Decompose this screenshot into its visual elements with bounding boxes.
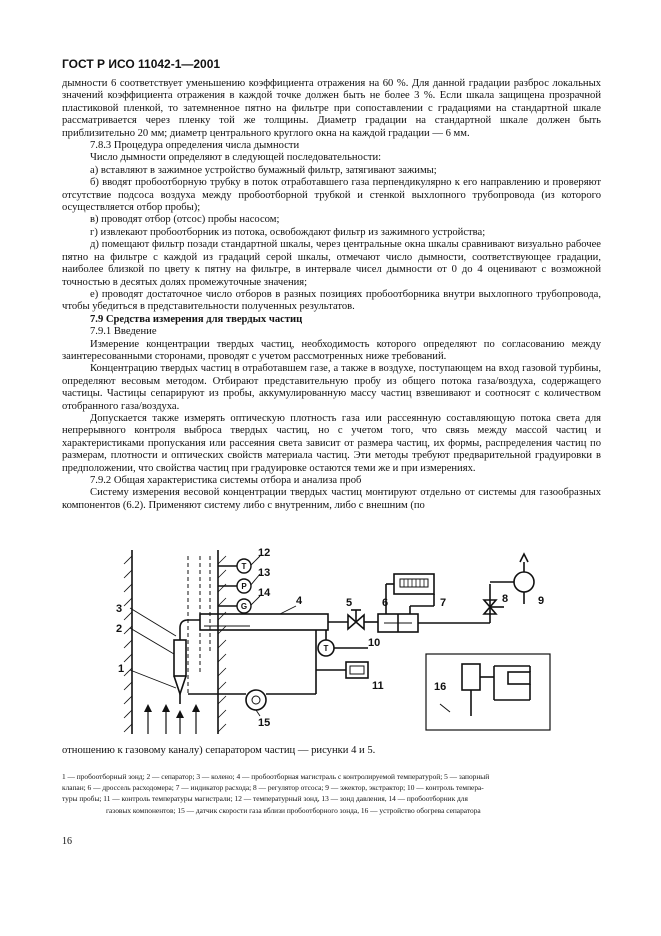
callout-14: 14 (258, 587, 271, 599)
list-item: е) проводят достаточное число отборов в разных позициях пробоотборника внутри выхлопного трубопровода, чтобы убедиться в представительности полученных результатов. (62, 288, 601, 313)
legend-line: 1 — пробоотборный зонд; 2 — сепаратор; 3 — колено; 4 — пробоотборная магистраль с контролируемой температурой; 5 — запорный (62, 772, 490, 781)
callout-10: 10 (368, 637, 381, 649)
paragraph: Измерение концентрации твердых частиц, необходимость которого определяют по согласованию между заинтересованными сторонами, проводят с учетом рассмотренных ниже требований. (62, 338, 601, 362)
legend-line: клапан; 6 — дроссель расходомера; 7 — индикатор расхода; 8 — регулятор отсоса; 9 — эжектор, экстрактор; 10 — контроль темпера- (62, 783, 484, 793)
section-heading: 7.9 Средства измерения для твердых частиц (90, 313, 303, 325)
callout-5: 5 (346, 597, 353, 609)
pressure-gauge-label: P (241, 582, 247, 591)
list-item: г) извлекают пробоотборник из потока, освобождают фильтр из зажимного устройства; (90, 226, 486, 238)
callout-3: 3 (116, 603, 123, 615)
legend-line: туры пробы; 11 — контроль температуры магистрали; 12 — температурный зонд, 13 — зонд давления, 14 — пробоотборник для (62, 794, 468, 804)
flow-gauge-label: G (240, 602, 248, 611)
paragraph: Концентрацию твердых частиц в отработавшем газе, а также в воздухе, поступающем на вход газовой турбины, определяют весовым методом. Отбирают представительную пробу из общего потока газа/воздуха, содержащего частицы. Частицы сепарируют из пробы, аккумулированную массу частиц взвешивают и соотносят с количеством отобранного газа/воздуха. (62, 363, 601, 412)
callout-16: 16 (434, 681, 447, 693)
callout-4: 4 (296, 595, 303, 607)
callout-8: 8 (502, 593, 509, 605)
callout-2: 2 (116, 623, 123, 635)
callout-15: 15 (258, 717, 271, 729)
callout-1: 1 (118, 663, 125, 675)
callout-13: 13 (258, 567, 271, 579)
paragraph: Систему измерения весовой концентрации твердых частиц монтируют отдельно от системы для газообразных компонентов (6.2). Применяют систему либо с внутренним, либо с внешним (по (62, 487, 601, 511)
subsection-heading: 7.9.1 Введение (90, 326, 157, 338)
paragraph: Допускается также измерять оптическую плотность газа или рассеянную составляющую потока света для непрерывного контроля выброса твердых частиц, но с учетом того, что связь между массой частиц и характеристиками пропускания или рассеяния света зависит от размера частиц, их формы, распределения частиц по размерам, плотности и оптических свойств материала частиц. Эти методы требуют предварительной градуировки в предположении, что свойства частиц при градуировке остаются теми же и при измерениях. (62, 412, 601, 474)
callout-12: 12 (258, 547, 271, 559)
list-item: д) помещают фильтр позади стандартной шкалы, через центральные окна шкалы сравнивают визуально рабочее пятно на фильтре с каждой из градаций серой шкалы, отмечают число дымности, соответствующее градации, наиболее близкой по цвету к пятну на фильтре, в интервале чисел дымности от 0 до 4 оценивают с возможной точностью в десятых долях промежуточные значения; (62, 239, 601, 288)
paragraph: Число дымности определяют в следующей последовательности: (90, 152, 382, 164)
figure-legend (62, 771, 601, 816)
list-item: б) вводят пробоотборную трубку в поток отработавшего газа перпендикулярно к его направлению и проверяют отсутствие подсоса воздуха между пробоотборной трубкой и стенкой выхлопного трубопровода (из которого осуществляется отбор пробы); (62, 177, 601, 214)
callout-9: 9 (538, 595, 545, 607)
legend-line: газовых компонентов; 15 — датчик скорости газа вблизи пробоотборного зонда, 16 — устройство обогрева сепаратора (106, 805, 481, 815)
body-text (62, 78, 601, 512)
callout-7: 7 (440, 597, 447, 609)
figure-caption: отношению к газовому каналу) сепаратором частиц — рисунки 4 и 5. (62, 745, 376, 756)
callout-11: 11 (372, 680, 384, 692)
paragraph: дымности 6 соответствует уменьшению коэффициента отражения на 60 %. Для данной градации разброс локальных значений коэффициента отражения в каждой точке должен быть не более 3 %. Если шкала защищена прозрачной пластиковой пленкой, то затемненное пятно на фильтре при сопоставлении с градациями на стандартной шкале рассматривается через пленку той же толщины. Диаметр градации на стандартной шкале должен быть приблизительно 20 мм; диаметр центрального круглого окна на каждой градации — 6 мм. (62, 78, 601, 139)
temperature-gauge-label: T (241, 562, 247, 571)
section-heading: 7.8.3 Процедура определения числа дымности (90, 140, 300, 152)
sampling-system-diagram (100, 544, 600, 740)
sample-temp-gauge-label: T (323, 644, 329, 653)
page-number: 16 (62, 836, 72, 847)
list-item: а) вставляют в зажимное устройство бумажный фильтр, затягивают зажимы; (90, 164, 437, 176)
list-item: в) проводят отбор (отсос) пробы насосом; (90, 214, 280, 226)
subsection-heading: 7.9.2 Общая характеристика системы отбора и анализа проб (90, 475, 362, 486)
callout-6: 6 (382, 597, 389, 609)
document-header: ГОСТ Р ИСО 11042-1—2001 (62, 57, 221, 71)
